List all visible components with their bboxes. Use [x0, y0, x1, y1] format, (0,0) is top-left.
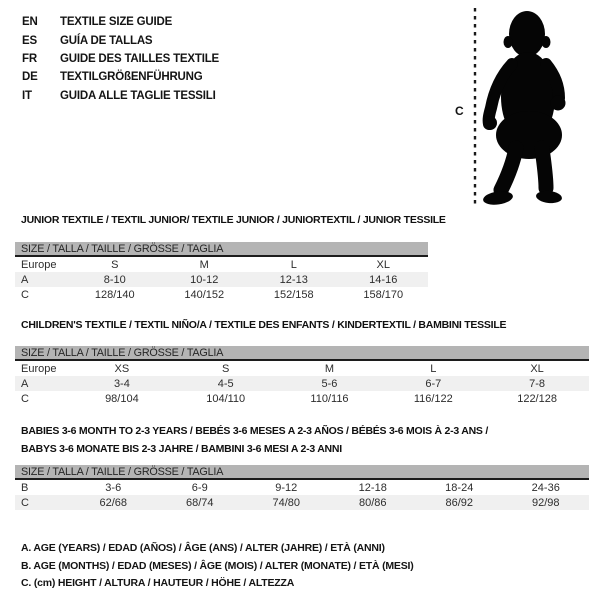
table-cell: 6-7 — [425, 377, 442, 390]
table-cell: 8-10 — [103, 273, 126, 286]
table-cell: 74/80 — [272, 496, 301, 509]
table-cell: 152/158 — [273, 288, 314, 301]
footnote-line-c: C. (cm) HEIGHT / ALTURA / HAUTEUR / HÖHE / ALTEZZA — [21, 577, 295, 590]
table-cell: S — [222, 362, 230, 375]
table-cell: 7-8 — [529, 377, 546, 390]
table-cell: 92/98 — [531, 496, 560, 509]
table-row — [15, 257, 428, 272]
baby-silhouette-figure — [448, 2, 588, 212]
table-cell: 6-9 — [191, 481, 208, 494]
baby-silhouette — [482, 11, 565, 207]
language-row — [22, 50, 219, 68]
table-cell: 3-4 — [113, 377, 130, 390]
table-cell: B — [21, 481, 29, 494]
language-code: DE — [22, 71, 38, 84]
table-cell: 5-6 — [321, 377, 338, 390]
section-title-line: BABIES 3-6 MONTH TO 2-3 YEARS / BEBÉS 3-6 MESES A 2-3 AÑOS / BÉBÉS 3-6 MOIS À 2-3 ANS / — [21, 425, 489, 437]
language-code: IT — [22, 89, 32, 102]
height-label-c: C — [455, 104, 464, 118]
table-cell: L — [430, 362, 437, 375]
junior-size-table — [15, 242, 428, 302]
table-header-band: SIZE / TALLA / TAILLE / GRÖSSE / TAGLIA — [15, 346, 589, 361]
table-cell: 24-36 — [531, 481, 560, 494]
table-cell: A — [21, 377, 29, 390]
table-cell: C — [21, 288, 29, 301]
language-code: ES — [22, 34, 37, 47]
language-list — [22, 13, 219, 105]
language-row — [22, 68, 219, 86]
table-cell: 3-6 — [105, 481, 122, 494]
section-title-babies — [21, 423, 488, 458]
table-cell: Europe — [21, 258, 57, 271]
footnote-line-b: B. AGE (MONTHS) / EDAD (MESES) / ÂGE (MOIS) / ALTER (MONATE) / ETÀ (MESI) — [21, 559, 414, 572]
table-cell: 158/170 — [363, 288, 404, 301]
table-cell: 128/140 — [94, 288, 135, 301]
table-cell: XS — [114, 362, 130, 375]
language-title: TEXTILE SIZE GUIDE — [60, 16, 173, 29]
table-cell: C — [21, 392, 29, 405]
footnote-legend — [21, 540, 414, 593]
language-title: GUÍA DE TALLAS — [60, 34, 153, 47]
table-cell: 62/68 — [99, 496, 128, 509]
language-row — [22, 87, 219, 105]
table-cell: M — [324, 362, 335, 375]
children-size-table — [15, 346, 589, 406]
table-cell: XL — [376, 258, 390, 271]
section-title-children: CHILDREN'S TEXTILE / TEXTIL NIÑO/A / TEXTILE DES ENFANTS / KINDERTEXTIL / BAMBINI TESSILE — [21, 319, 507, 331]
section-title-line: BABYS 3-6 MONATE BIS 2-3 JAHRE / BAMBINI 3-6 MESI A 2-3 ANNI — [21, 442, 342, 455]
table-cell: 86/92 — [445, 496, 474, 509]
table-cell: M — [199, 258, 209, 271]
language-title: TEXTILGRÖßENFÜHRUNG — [60, 71, 203, 84]
table-cell: A — [21, 273, 29, 286]
language-title: GUIDA ALLE TAGLIE TESSILI — [60, 89, 216, 102]
table-row — [15, 272, 428, 287]
table-cell: 140/152 — [184, 288, 225, 301]
table-row — [15, 391, 589, 406]
table-header-band: SIZE / TALLA / TAILLE / GRÖSSE / TAGLIA — [15, 242, 428, 257]
table-cell: L — [290, 258, 297, 271]
language-row — [22, 31, 219, 49]
table-row — [15, 376, 589, 391]
language-code: EN — [22, 16, 38, 29]
table-cell: 68/74 — [185, 496, 214, 509]
table-cell: 110/116 — [310, 392, 349, 405]
table-cell: Europe — [21, 362, 57, 375]
table-cell: 104/110 — [206, 392, 246, 405]
table-cell: 4-5 — [217, 377, 234, 390]
table-cell: 98/104 — [105, 392, 139, 405]
language-code: FR — [22, 52, 37, 65]
table-cell: 12-18 — [358, 481, 387, 494]
table-row — [15, 287, 428, 302]
table-cell: S — [111, 258, 119, 271]
table-cell: 116/122 — [413, 392, 453, 405]
language-row — [22, 13, 219, 31]
language-title: GUIDE DES TAILLES TEXTILE — [60, 52, 219, 65]
table-row — [15, 361, 589, 376]
table-row — [15, 495, 589, 510]
table-cell: 12-13 — [279, 273, 308, 286]
table-header-band: SIZE / TALLA / TAILLE / GRÖSSE / TAGLIA — [15, 465, 589, 480]
table-cell: 10-12 — [190, 273, 219, 286]
table-cell: 14-16 — [369, 273, 398, 286]
table-cell: 9-12 — [275, 481, 298, 494]
table-cell: 18-24 — [445, 481, 474, 494]
table-cell: 80/86 — [358, 496, 387, 509]
table-cell: 122/128 — [517, 392, 557, 405]
table-row — [15, 480, 589, 495]
footnote-line-a: A. AGE (YEARS) / EDAD (AÑOS) / ÂGE (ANS) / ALTER (JAHRE) / ETÀ (ANNI) — [21, 542, 385, 554]
table-cell: C — [21, 496, 29, 509]
table-cell: XL — [530, 362, 544, 375]
section-title-junior: JUNIOR TEXTILE / TEXTIL JUNIOR/ TEXTILE JUNIOR / JUNIORTEXTIL / JUNIOR TESSILE — [21, 214, 446, 226]
babies-size-table — [15, 465, 589, 510]
